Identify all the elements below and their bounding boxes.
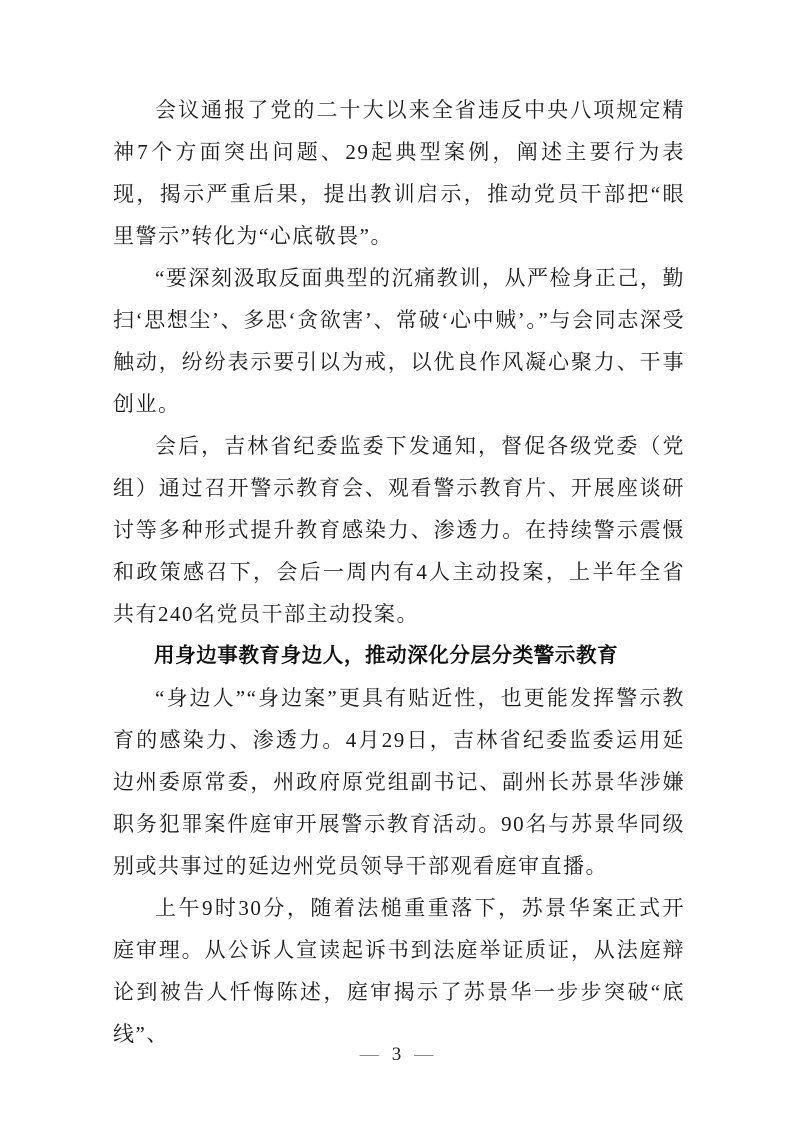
paragraph-notice-results: 会后，吉林省纪委监委下发通知，督促各级党委（党组）通过召开警示教育会、观看警示教育片、开展座谈研讨等多种形式提升教育感染力、渗透力。在持续警示震慑和政策感召下，会后一周内有4人主动投案，上半年全省共有240名党员干部主动投案。: [113, 434, 685, 626]
paragraph-quote-lessons: “要深刻汲取反面典型的沉痛教训，从严检身正己，勤扫‘思想尘’、多思‘贪欲害’、常破‘心中贼’。”与会同志深受触动，纷纷表示要引以为戒，以优良作风凝心聚力、干事创业。: [113, 266, 685, 416]
footer-left-dash: —: [359, 1044, 379, 1065]
page-number: 3: [391, 1044, 402, 1065]
document-body: [113, 89, 685, 1055]
paragraph-nearby-cases: “身边人”“身边案”更具有贴近性，也更能发挥警示教育的感染力、渗透力。4月29日，吉林省纪委监委运用延边州委原常委，州政府原党组副书记、副州长苏景华涉嫌职务犯罪案件庭审开展警示教育活动。90名与苏景华同级别或共事过的延边州党员领导干部观看庭审直播。: [113, 686, 685, 878]
footer-right-dash: —: [414, 1044, 434, 1065]
paragraph-meeting-report: 会议通报了党的二十大以来全省违反中央八项规定精神7个方面突出问题、29起典型案例，阐述主要行为表现，揭示严重后果，提出教训启示，推动党员干部把“眼里警示”转化为“心底敬畏”。: [113, 98, 685, 248]
paragraph-court-trial: 上午9时30分，随着法槌重重落下，苏景华案正式开庭审理。从公诉人宣读起诉书到法庭举证质证，从法庭辩论到被告人忏悔陈述，庭审揭示了苏景华一步步突破“底线”、: [113, 896, 685, 1046]
section-heading: 用身边事教育身边人，推动深化分层分类警示教育: [154, 644, 619, 667]
page-footer: [0, 1040, 793, 1070]
